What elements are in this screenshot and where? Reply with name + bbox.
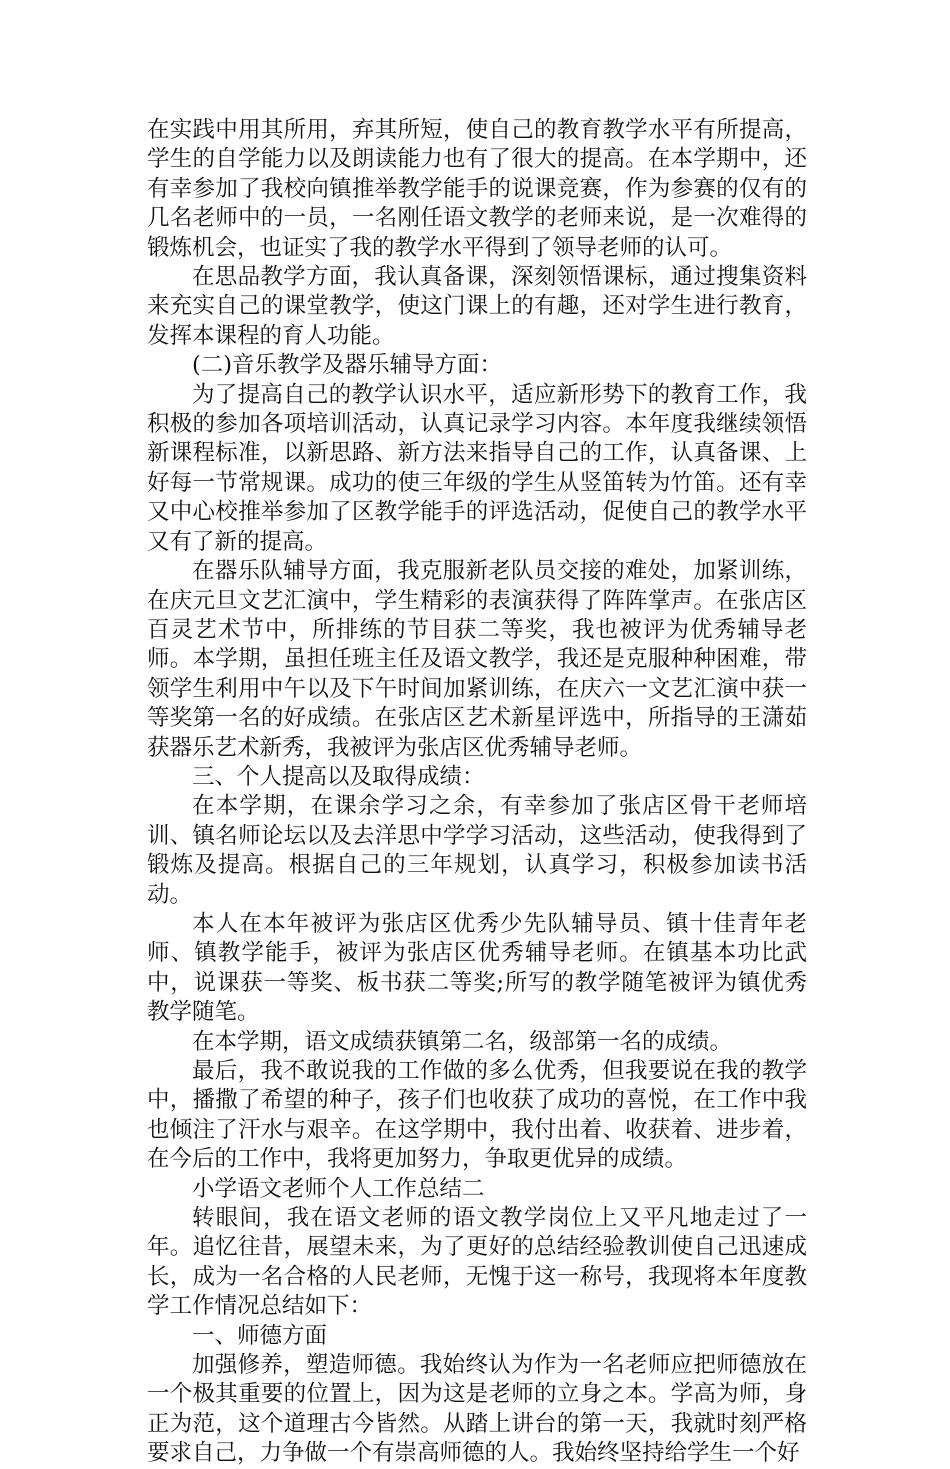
paragraph-8: 最后，我不敢说我的工作做的多么优秀，但我要说在我的教学中，播撒了希望的种子，孩子们也收获了成功的喜悦，在工作中我也倾注了汗水与艰辛。在这学期中，我付出着、收获着、进步着，在今后的工作中，我将更加努力，争取更优异的成绩。: [147, 1058, 807, 1173]
paragraph-5: 在本学期，在课余学习之余，有幸参加了张店区骨干老师培训、镇名师论坛以及去洋思中学学习活动，这些活动，使我得到了锻炼及提高。根据自己的三年规划，认真学习，积极参加读书活动。: [147, 793, 807, 908]
paragraph-3: 为了提高自己的教学认识水平，适应新形势下的教育工作，我积极的参加各项培训活动，认真记录学习内容。本年度我继续领悟新课程标准，以新思路、新方法来指导自己的工作，认真备课、上好每一节常规课。成功的使三年级的学生从竖笛转为竹笛。还有幸又中心校推举参加了区教学能手的评选活动，促使自己的教学水平又有了新的提高。: [147, 381, 807, 555]
document-body: [147, 116, 807, 1469]
section-heading-ethics: 一、师德方面: [192, 1322, 328, 1349]
paragraph-7: 在本学期，语文成绩获镇第二名，级部第一名的成绩。: [192, 1028, 733, 1055]
section-heading-music: (二)音乐教学及器乐辅导方面：: [192, 352, 503, 379]
paragraph-1: 在实践中用其所用，弃其所短，使自己的教育教学水平有所提高，学生的自学能力以及朗读能力也有了很大的提高。在本学期中，还有幸参加了我校向镇推举教学能手的说课竞赛，作为参赛的仅有的几名老师中的一员，一名刚任语文教学的老师来说，是一次难得的锻炼机会，也证实了我的教学水平得到了领导老师的认可。: [147, 117, 807, 261]
paragraph-9: 转眼间，我在语文老师的语文教学岗位上又平凡地走过了一年。追忆往昔，展望未来，为了更好的总结经验教训使自己迅速成长，成为一名合格的人民老师，无愧于这一称号，我现将本年度教学工作情况总结如下：: [147, 1205, 807, 1320]
section-heading-personal: 三、个人提高以及取得成绩：: [192, 763, 485, 790]
paragraph-6: 本人在本年被评为张店区优秀少先队辅导员、镇十佳青年老师、镇教学能手，被评为张店区优秀辅导老师。在镇基本功比武中，说课获一等奖、板书获二等奖;所写的教学随笔被评为镇优秀教学随笔。: [147, 910, 807, 1026]
paragraph-4: 在器乐队辅导方面，我克服新老队员交接的难处，加紧训练，在庆元旦文艺汇演中，学生精彩的表演获得了阵阵掌声。在张店区百灵艺术节中，所排练的节目获二等奖，我也被评为优秀辅导老师。本学期，虽担任班主任及语文教学，我还是克服种种困难，带领学生利用中午以及下午时间加紧训练，在庆六一文艺汇演中获一等奖第一名的好成绩。在张店区艺术新星评选中，所指导的王潇茹获器乐艺术新秀，我被评为张店区优秀辅导老师。: [147, 558, 807, 761]
document-subtitle: 小学语文老师个人工作总结二: [192, 1175, 485, 1202]
paragraph-2: 在思品教学方面，我认真备课，深刻领悟课标，通过搜集资料来充实自己的课堂教学，使这门课上的有趣，还对学生进行教育，发挥本课程的育人功能。: [147, 264, 807, 349]
paragraph-10: 加强修养，塑造师德。我始终认为作为一名老师应把师德放在一个极其重要的位置上，因为这是老师的立身之本。学高为师，身正为范，这个道理古今皆然。从踏上讲台的第一天，我就时刻严格要求自己，力争做一个有崇高师德的人。我始终坚持给学生一个好: [147, 1352, 807, 1467]
